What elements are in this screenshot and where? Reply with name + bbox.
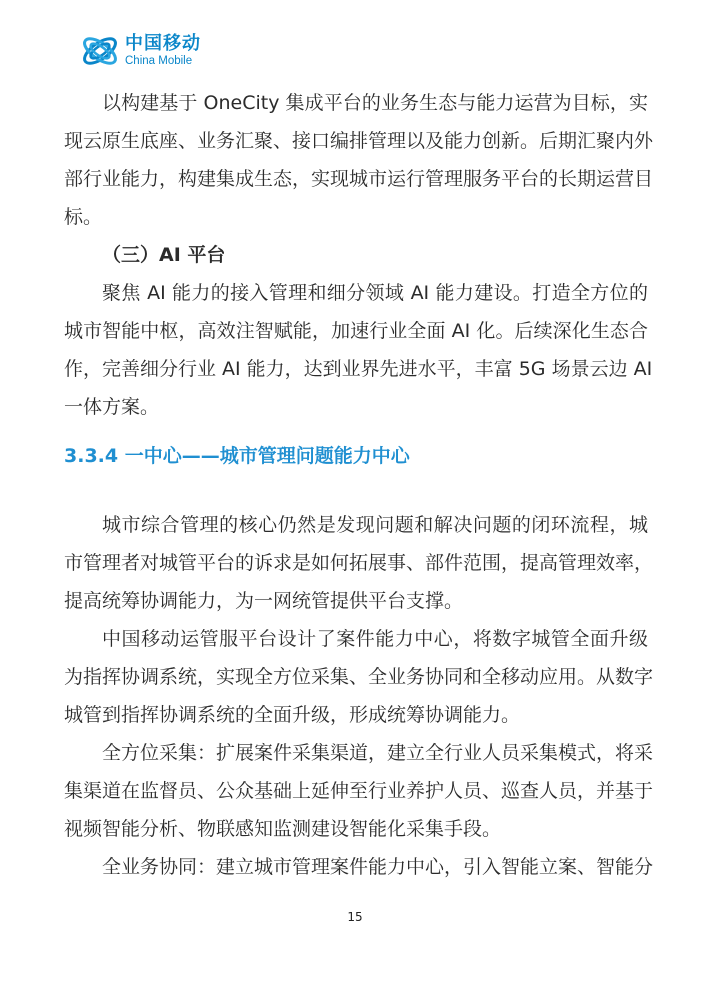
china-mobile-logo <box>79 30 201 72</box>
text-line: 现云原生底座、业务汇聚、接口编排管理以及能力创新。后期汇聚内外 <box>64 130 654 152</box>
subheading-ai-platform: （三）AI 平台 <box>102 244 226 266</box>
logo-text <box>125 32 201 68</box>
text-line: 视频智能分析、物联感知监测建设智能化采集手段。 <box>64 818 502 840</box>
text-line: 以构建基于 OneCity 集成平台的业务生态与能力运营为目标，实 <box>102 92 648 114</box>
text-line: 作，完善细分行业 AI 能力，达到业界先进水平，丰富 5G 场景云边 AI <box>64 358 653 380</box>
page-number: 15 <box>347 910 363 924</box>
china-mobile-emblem-icon <box>79 30 121 72</box>
text-line: 城市智能中枢，高效注智赋能，加速行业全面 AI 化。后续深化生态合 <box>64 320 648 342</box>
text-line: 全方位采集：扩展案件采集渠道，建立全行业人员采集模式，将采 <box>102 742 654 764</box>
text-line: 为指挥协调系统，实现全方位采集、全业务协同和全移动应用。从数字 <box>64 666 654 688</box>
text-line: 一体方案。 <box>64 396 160 418</box>
logo-chinese-name: 中国移动 <box>125 32 201 54</box>
text-line: 部行业能力，构建集成生态，实现城市运行管理服务平台的长期运营目 <box>64 168 654 190</box>
text-line: 聚焦 AI 能力的接入管理和细分领域 AI 能力建设。打造全方位的 <box>102 282 648 304</box>
text-line: 集渠道在监督员、公众基础上延伸至行业养护人员、巡查人员，并基于 <box>64 780 654 802</box>
text-line: 中国移动运管服平台设计了案件能力中心，将数字城管全面升级 <box>102 628 648 650</box>
text-line: 城管到指挥协调系统的全面升级，形成统筹协调能力。 <box>64 704 521 726</box>
text-line: 全业务协同：建立城市管理案件能力中心，引入智能立案、智能分 <box>102 856 654 878</box>
text-line: 城市综合管理的核心仍然是发现问题和解决问题的闭环流程，城 <box>102 514 648 536</box>
text-line: 标。 <box>64 206 103 228</box>
logo-english-name: China Mobile <box>125 54 193 67</box>
section-heading: 3.3.4 一中心——城市管理问题能力中心 <box>64 445 410 467</box>
text-line: 市管理者对城管平台的诉求是如何拓展事、部件范围，提高管理效率， <box>64 552 654 574</box>
text-line: 提高统筹协调能力，为一网统管提供平台支撑。 <box>64 590 464 612</box>
